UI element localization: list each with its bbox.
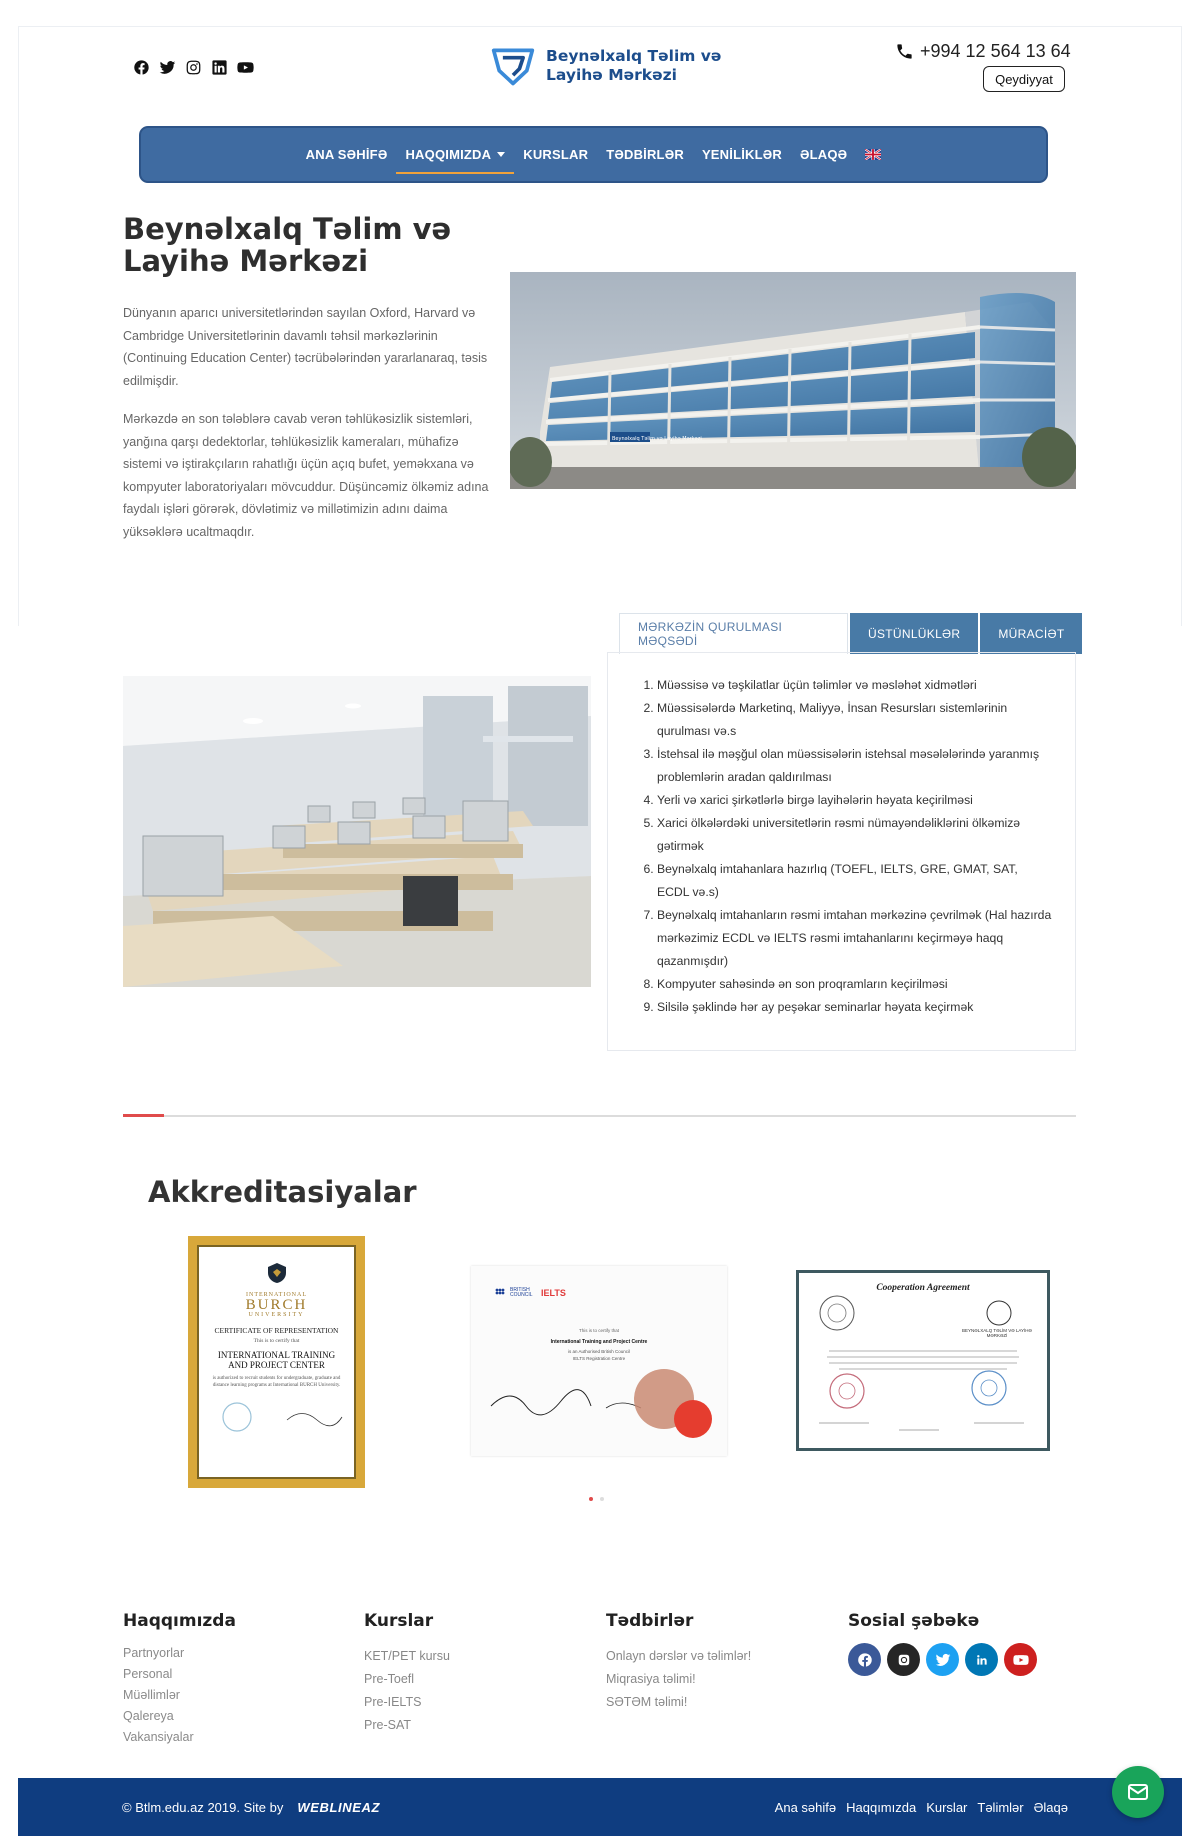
footer-link-pre-ielts[interactable]: Pre-IELTS <box>364 1695 422 1709</box>
ielts-label: IELTS <box>541 1288 566 1298</box>
university-crest-icon <box>265 1261 289 1285</box>
developer-logo[interactable]: WEBLINEAZ <box>297 1799 381 1815</box>
nav-item-about[interactable] <box>396 128 514 181</box>
nav-label-courses: KURSLAR <box>523 147 589 162</box>
nav-label-home: ANA SƏHİFƏ <box>305 147 388 162</box>
coop-seal-label: BEYNƏLXALQ TƏLİM VƏ LAYİHƏ MƏRKƏZİ <box>962 1328 1032 1338</box>
linkedin-icon[interactable] <box>965 1643 998 1676</box>
ielts-org: International Training and Project Centre <box>550 1339 648 1345</box>
footer-link-gallery[interactable]: Qalereya <box>123 1709 174 1723</box>
footer-courses-title: Kurslar <box>364 1611 434 1631</box>
nav-label-events: TƏDBİRLƏR <box>606 147 684 162</box>
tab-application[interactable]: MÜRACİƏT <box>980 613 1082 654</box>
header-social-icons <box>132 58 254 76</box>
nav-item-events[interactable] <box>597 128 693 181</box>
footer-link-partners[interactable]: Partnyorlar <box>123 1646 185 1660</box>
footer-link-teachers[interactable]: Müəllimlər <box>123 1688 180 1702</box>
tab-purpose[interactable]: MƏRKƏZİN QURULMASI MƏQSƏDİ <box>619 613 848 654</box>
nav-label-news: YENİLİKLƏR <box>701 147 782 162</box>
univ-name: BURCH <box>245 1297 308 1313</box>
mail-icon <box>1126 1780 1150 1804</box>
facebook-icon[interactable] <box>848 1643 881 1676</box>
british-council-label: BRITISH COUNCIL <box>510 1287 533 1298</box>
section-divider-accent <box>123 1114 164 1117</box>
footer-social-title: Sosial şəbəkə <box>848 1611 980 1631</box>
phone-number: +994 12 564 13 64 <box>920 41 1071 61</box>
phone-contact[interactable] <box>895 41 1071 62</box>
certificate-cooperation[interactable] <box>796 1270 1050 1451</box>
accreditations-title: Akkreditasiyalar <box>148 1175 417 1209</box>
signature-seal-icon <box>207 1395 347 1435</box>
univ-top: INTERNATIONAL <box>246 1292 307 1298</box>
hero-paragraph-2: Mərkəzdə ən son tələblərə cavab verən təhlükəsizlik sistemləri, yanğına qarşı dedektorlar, təhlükəsizlik kameraları, mühafizə sistemi və iştirakçıların rahatlığı üçün açıq bufet, yeməkxana və kompyuter laboratoriyaları mövcuddur. Düşüncəmiz ölkəmiz adına faydalı işləri görərək, dövlətimiz və millətimizin adını daima yüksəklərə ucaltmaqdır. <box>123 412 489 539</box>
logo-line-2: Layihə Mərkəzi <box>546 66 677 84</box>
nav-label-about: HAQQIMIZDA <box>405 147 492 162</box>
tab-advantages[interactable]: ÜSTÜNLÜKLƏR <box>850 613 978 654</box>
logo-text <box>546 47 726 85</box>
instagram-icon[interactable] <box>887 1643 920 1676</box>
building-sign-text: Beynəlxalq Təlim və Layihə Mərkəzi <box>612 436 702 442</box>
cert-certify: This is to certify that <box>253 1338 300 1344</box>
footer-col-events <box>606 1611 751 1714</box>
ielts-certify: This is to certify that <box>578 1328 619 1333</box>
footer-col-about <box>123 1611 236 1748</box>
register-button[interactable]: Qeydiyyat <box>983 66 1065 92</box>
bottom-nav-about[interactable]: Haqqımızda <box>846 1799 917 1815</box>
certificate-ielts[interactable] <box>471 1266 727 1456</box>
footer-col-courses <box>364 1611 450 1737</box>
list-item: 7. Beynəlxalq imtahanların rəsmi imtahan mərkəzinə çevrilmək (Hal hazırda mərkəzimiz ECDL və IELTS rəsmi imtahanlarını keçirməyə haqq qazanmışdır) <box>657 904 1053 973</box>
list-item: 5. Xarici ölkələrdəki universitetlərin rəsmi nümayəndəliklərini ölkəmizə gətirmək <box>657 812 1053 858</box>
list-item: 4. Yerli və xarici şirkətlərlə birgə layihələrin həyata keçirilməsi <box>657 789 1053 812</box>
footer-link-pre-toefl[interactable]: Pre-Toefl <box>364 1672 415 1686</box>
list-item: 1. Müəssisə və təşkilatlar üçün təlimlər və məsləhət xidmətləri <box>657 674 1053 697</box>
phone-icon <box>895 42 914 61</box>
nav-item-home[interactable] <box>297 128 397 181</box>
footer-link-vacancies[interactable]: Vakansiyalar <box>123 1730 194 1744</box>
list-item: 8. Kompyuter sahəsində ən son proqramların keçirilməsi <box>657 973 1053 996</box>
coop-seals-icon <box>799 1273 1047 1448</box>
footer-social-icons <box>848 1643 1037 1676</box>
cert-body: is authorized to recruit students for undergraduate, graduate and distance learning programs at International BURCH University. <box>212 1376 341 1388</box>
twitter-icon[interactable] <box>926 1643 959 1676</box>
nav-label-contact: ƏLAQƏ <box>800 147 848 162</box>
contact-mail-button[interactable] <box>1112 1766 1164 1818</box>
footer-link-staff[interactable]: Personal <box>123 1667 173 1681</box>
footer-col-social <box>848 1611 1037 1676</box>
cert-heading: CERTIFICATE OF REPRESENTATION <box>214 1326 339 1335</box>
tab-panel-purpose <box>607 652 1076 1051</box>
twitter-icon[interactable] <box>158 58 176 76</box>
ielts-role-2: IELTS Registration Centre <box>572 1356 626 1361</box>
list-item: 9. Silsilə şəklində hər ay peşəkar seminarlar həyata keçirmək <box>657 996 1053 1019</box>
logo-line-1: Beynəlxalq Təlim və <box>546 47 722 65</box>
slider-dot-1[interactable] <box>589 1497 593 1501</box>
bottom-nav-home[interactable]: Ana səhifə <box>774 1799 837 1815</box>
linkedin-icon[interactable] <box>210 58 228 76</box>
footer-link-migration[interactable]: Miqrasiya təlimi! <box>606 1672 696 1686</box>
slider-dots <box>589 1497 604 1501</box>
uk-flag-icon <box>865 149 881 160</box>
youtube-icon[interactable] <box>236 58 254 76</box>
certificate-burch-inner <box>197 1245 356 1479</box>
main-navbar <box>139 126 1048 183</box>
coop-title: Cooperation Agreement <box>876 1283 970 1293</box>
youtube-icon[interactable] <box>1004 1643 1037 1676</box>
bottom-nav-contact[interactable]: Əlaqə <box>1033 1799 1068 1815</box>
cert-org-line1: INTERNATIONAL TRAINING <box>217 1350 336 1360</box>
classroom-photo <box>123 676 591 987</box>
footer-link-online[interactable]: Onlayn dərslər və təlimlər! <box>606 1649 752 1663</box>
section-divider <box>123 1115 1076 1117</box>
nav-item-news[interactable] <box>693 128 791 181</box>
cert-org-line2: AND PROJECT CENTER <box>228 1360 325 1370</box>
nav-item-language[interactable] <box>856 128 890 181</box>
certificate-burch[interactable] <box>188 1236 365 1488</box>
univ-sub: UNIVERSITY <box>248 1312 305 1318</box>
footer-link-ket-pet[interactable]: KET/PET kursu <box>364 1649 450 1663</box>
facebook-icon[interactable] <box>132 58 150 76</box>
tabs-bar <box>619 613 1082 654</box>
nav-item-courses[interactable] <box>514 128 597 181</box>
bottom-nav-trainings[interactable]: Təlimlər <box>977 1799 1024 1815</box>
ielts-role-1: is an Authorised British Council <box>567 1349 631 1354</box>
instagram-icon[interactable] <box>184 58 202 76</box>
slider-dot-2[interactable] <box>600 1497 604 1501</box>
shield-logo-icon <box>490 43 536 89</box>
list-item: 6. Beynəlxalq imtahanlara hazırlıq (TOEFL, IELTS, GRE, GMAT, SAT, ECDL və.s) <box>657 858 1053 904</box>
list-item: 3. İstehsal ilə məşğul olan müəssisələrin istehsal məsələlərində yaranmış problemlərin aradan qaldırılması <box>657 743 1053 789</box>
footer-bottom-nav <box>775 1778 1068 1836</box>
footer-events-title: Tədbirlər <box>606 1611 694 1631</box>
footer-link-pre-sat[interactable]: Pre-SAT <box>364 1718 411 1732</box>
nav-item-contact[interactable] <box>791 128 856 181</box>
copyright-text: © Btlm.edu.az 2019. Site by <box>122 1799 284 1815</box>
hero-paragraph-1: Dünyanın aparıcı universitetlərindən sayılan Oxford, Harvard və Cambridge Universitetlərinin davamlı təhsil mərkəzlərinin (Continuing Education Center) təcrübələrindən yararlanaraq, təsis edilmişdir. <box>123 306 488 388</box>
footer-bottom-bar <box>18 1778 1182 1836</box>
ielts-decor-icon <box>471 1266 727 1456</box>
building-photo <box>510 272 1076 489</box>
footer-link-setem[interactable]: SƏTƏM təlimi! <box>606 1695 688 1709</box>
site-logo[interactable] <box>490 43 726 89</box>
chevron-down-icon <box>497 152 505 157</box>
hero-title: Beynəlxalq Təlim və Layihə Mərkəzi <box>123 212 452 278</box>
bottom-nav-courses[interactable]: Kurslar <box>926 1799 968 1815</box>
footer-about-title: Haqqımızda <box>123 1611 236 1631</box>
list-item: 2. Müəssisələrdə Marketinq, Maliyyə, İnsan Resursları sistemlərinin qurulması və.s <box>657 697 1053 743</box>
purpose-list <box>628 674 1053 1019</box>
